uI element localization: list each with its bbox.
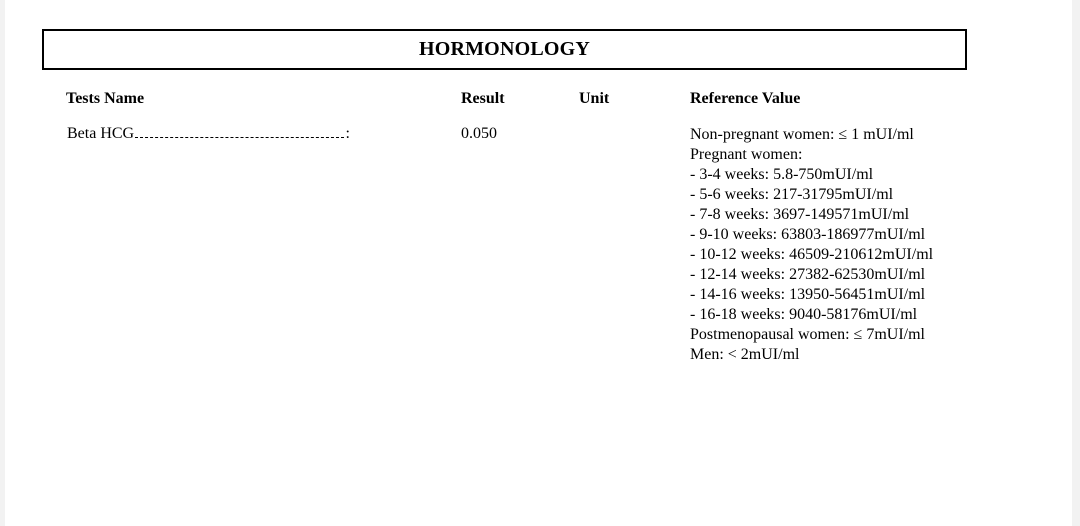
reference-line: - 10-12 weeks: 46509-210612mUI/ml: [690, 246, 934, 263]
column-header-result: Result: [461, 90, 505, 107]
reference-line: - 12-14 weeks: 27382-62530mUI/ml: [690, 266, 926, 283]
reference-line: - 7-8 weeks: 3697-149571mUI/ml: [690, 206, 910, 223]
reference-line: Pregnant women:: [690, 146, 803, 163]
column-header-reference-value: Reference Value: [690, 90, 801, 107]
table-row: [67, 125, 350, 143]
test-name: Beta HCG: [67, 125, 135, 142]
test-name-separator: :: [345, 125, 350, 142]
reference-line: - 9-10 weeks: 63803-186977mUI/ml: [690, 226, 926, 243]
reference-line: - 5-6 weeks: 217-31795mUI/ml: [690, 186, 894, 203]
reference-line: Men: < 2mUI/ml: [690, 346, 800, 363]
dotted-leader: [135, 125, 343, 138]
reference-line: - 14-16 weeks: 13950-56451mUI/ml: [690, 286, 926, 303]
column-header-unit: Unit: [579, 90, 610, 107]
reference-line: - 3-4 weeks: 5.8-750mUI/ml: [690, 166, 874, 183]
report-page: [5, 0, 1072, 526]
column-header-test-name: Tests Name: [66, 90, 145, 107]
section-header: [42, 29, 967, 70]
result-value: 0.050: [461, 125, 497, 142]
reference-value-list: [690, 125, 933, 365]
reference-line: - 16-18 weeks: 9040-58176mUI/ml: [690, 306, 918, 323]
reference-line: Non-pregnant women: ≤ 1 mUI/ml: [690, 126, 914, 143]
section-title: HORMONOLOGY: [418, 38, 591, 60]
reference-line: Postmenopausal women: ≤ 7mUI/ml: [690, 326, 925, 343]
